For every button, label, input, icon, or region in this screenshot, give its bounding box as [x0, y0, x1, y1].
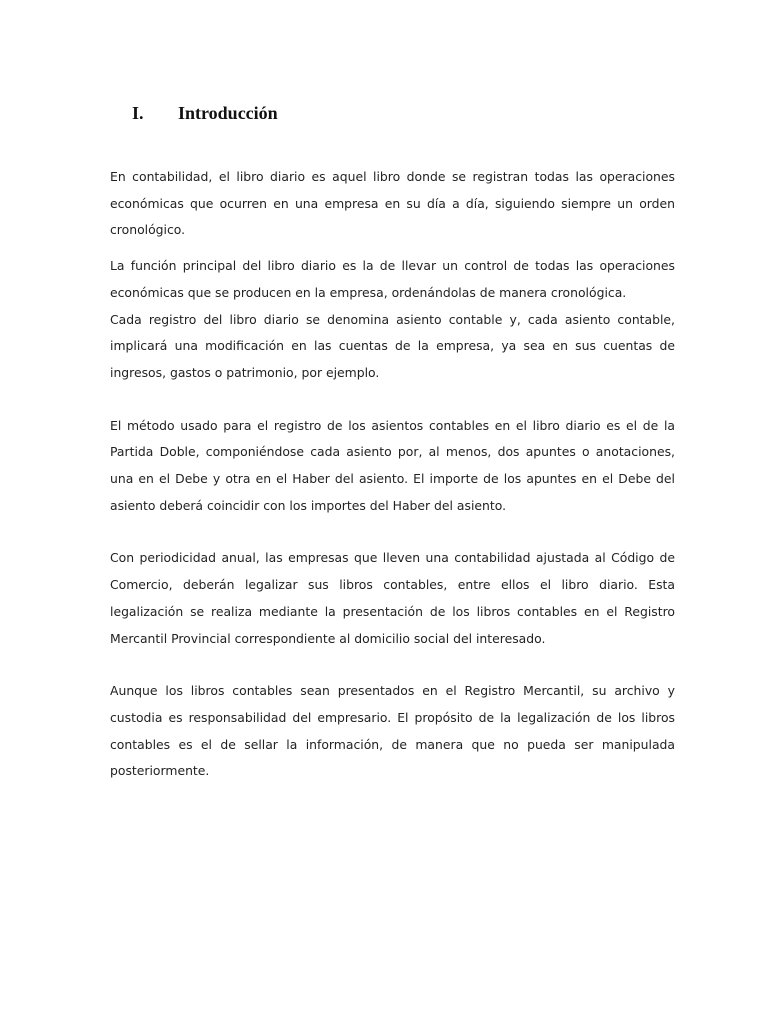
paragraph-6: Aunque los libros contables sean presentados en el Registro Mercantil, su archivo y custodia es responsabilidad del empresario. El propósito de la legalización de los libros contables es el de sellar la información, de manera que no pueda ser manipulada posteriormente. — [110, 683, 675, 779]
paragraph-1: En contabilidad, el libro diario es aquel libro donde se registran todas las operaciones económicas que ocurren en una empresa en su día a día, siguiendo siempre un orden cronológico. — [110, 169, 675, 238]
paragraph-2: La función principal del libro diario es la de llevar un control de todas las operaciones económicas que se producen en la empresa, ordenándolas de manera cronológica. — [110, 258, 675, 300]
paragraph-3: Cada registro del libro diario se denomina asiento contable y, cada asiento contable, implicará una modificación en las cuentas de la empresa, ya sea en sus cuentas de ingresos, gastos o patrimonio, por ejemplo. — [110, 311, 675, 380]
paragraph-5: Con periodicidad anual, las empresas que lleven una contabilidad ajustada al Código de Comercio, deberán legalizar sus libros contables, entre ellos el libro diario. Esta legalización se realiza mediante la presentación de los libros contables en el Registro Mercantil Provincial correspondiente al domicilio social del interesado. — [110, 550, 675, 646]
section-number: I. — [132, 103, 144, 123]
section-heading — [132, 100, 278, 126]
body-text — [110, 164, 675, 785]
section-title: Introducción — [178, 103, 278, 123]
paragraph-4: El método usado para el registro de los asientos contables en el libro diario es el de la Partida Doble, componiéndose cada asiento por, al menos, dos apuntes o anotaciones, una en el Debe y otra en el Haber del asiento. El importe de los apuntes en el Debe del asiento deberá coincidir con los importes del Haber del asiento. — [110, 417, 675, 513]
